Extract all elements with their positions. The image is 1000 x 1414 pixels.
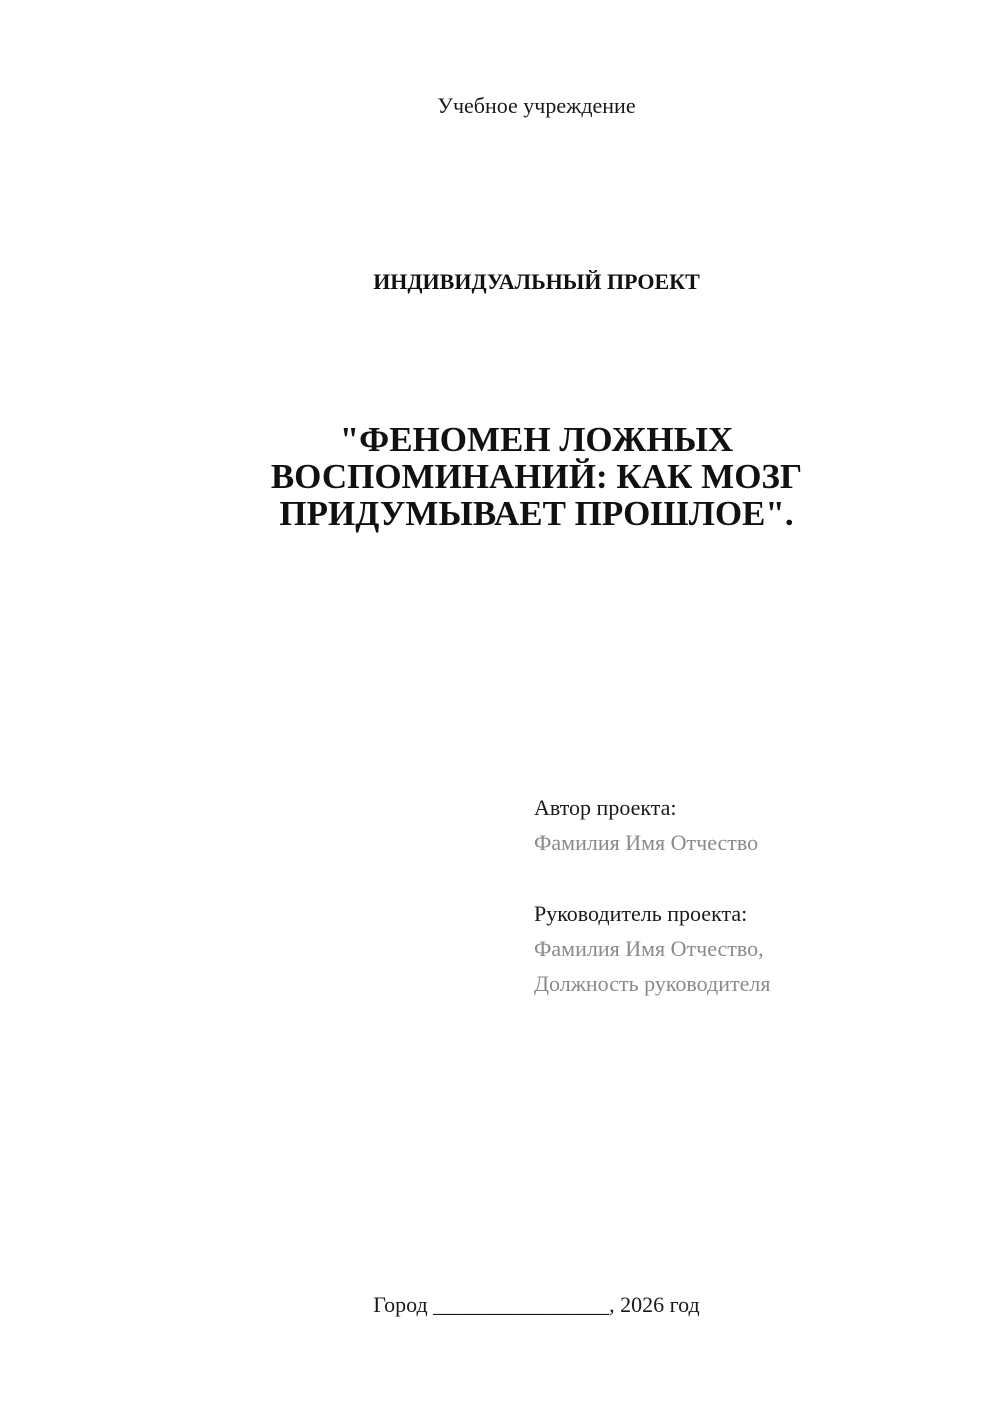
project-title-line-1: "ФЕНОМЕН ЛОЖНЫХ [339, 420, 734, 459]
author-label: Автор проекта: [534, 795, 677, 820]
project-type-heading: ИНДИВИДУАЛЬНЫЙ ПРОЕКТ [373, 269, 700, 294]
city-year-footer: Город ________________, 2026 год [373, 1292, 700, 1317]
project-title [0, 421, 1000, 532]
supervisor-name: Фамилия Имя Отчество, [534, 936, 764, 961]
author-name: Фамилия Имя Отчество [534, 830, 759, 855]
credits-block [534, 790, 770, 1001]
supervisor-label: Руководитель проекта: [534, 901, 748, 926]
credits-spacer [534, 860, 770, 896]
project-title-line-2: ВОСПОМИНАНИЙ: КАК МОЗГ [270, 457, 803, 496]
institution-name: Учебное учреждение [437, 93, 636, 118]
project-title-line-3: ПРИДУМЫВАЕТ ПРОШЛОЕ". [279, 494, 794, 533]
supervisor-position: Должность руководителя [534, 971, 771, 996]
